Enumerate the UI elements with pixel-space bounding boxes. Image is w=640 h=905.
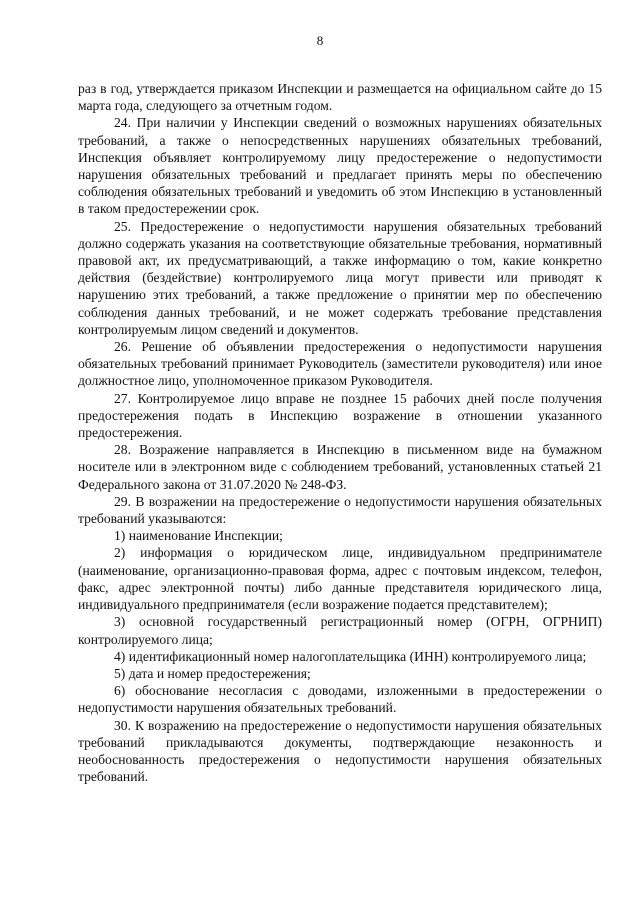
paragraph-30: 30. К возражению на предостережение о недопустимости нарушения обязательных требований прикладываются документы, подтверждающие незаконность и необоснованность предостережения о недопустимости нарушения обязательных требований. xyxy=(78,717,602,785)
paragraph-28: 28. Возражение направляется в Инспекцию в письменном виде на бумажном носителе или в электронном виде с соблюдением требований, установленных статьей 21 Федерального закона от 31.07.2020 № 248-ФЗ. xyxy=(78,442,602,492)
list-item-1: 1) наименование Инспекции; xyxy=(114,528,283,544)
document-body xyxy=(78,80,602,785)
paragraph-24: 24. При наличии у Инспекции сведений о возможных нарушениях обязательных требований, а также о непосредственных нарушениях обязательных требований, Инспекция объявляет контролируемому лицу предостережение о недопустимости нарушения обязательных требований и предлагает принять меры по обеспечению соблюдения обязательных требований и уведомить об этом Инспекцию в установленный в таком предостережении срок. xyxy=(78,115,602,217)
paragraph-25: 25. Предостережение о недопустимости нарушения обязательных требований должно содержать указания на соответствующие обязательные требования, нормативный правовой акт, их предусматривающий, а также информацию о том, какие конкретно действия (бездействие) контролируемого лица могут привести или приводят к нарушению этих требований, а также предложение о принятии мер по обеспечению соблюдения данных требований, и не может содержать требование представления контролируемым лицом сведений и документов. xyxy=(78,218,602,337)
paragraph-27: 27. Контролируемое лицо вправе не позднее 15 рабочих дней после получения предостережения подать в Инспекцию возражение в отношении указанного предостережения. xyxy=(78,390,602,441)
list-item-3: 3) основной государственный регистрационный номер (ОГРН, ОГРНИП) контролируемого лица; xyxy=(78,614,602,647)
paragraph-26: 26. Решение об объявлении предостережения о недопустимости нарушения обязательных требований принимает Руководитель (заместители руководителя) или иное должностное лицо, уполномоченное приказом Руководителя. xyxy=(78,339,602,389)
list-item-2: 2) информация о юридическом лице, индивидуальном предпринимателе (наименование, организационно-правовая форма, адрес с почтовым индексом, телефон, факс, адрес электронной почты) либо данные представителя юридического лица, индивидуального предпринимателя (если возражение подается представителем); xyxy=(78,545,602,613)
paragraph-29: 29. В возражении на предостережение о недопустимости нарушения обязательных требований указываются: xyxy=(78,493,602,527)
page-number: 8 xyxy=(316,33,324,48)
list-item-6: 6) обоснование несогласия с доводами, изложенными в предостережении о недопустимости нарушения обязательных требований. xyxy=(78,683,602,716)
list-item-5: 5) дата и номер предостережения; xyxy=(114,665,311,681)
list-item-4: 4) идентификационный номер налогоплательщика (ИНН) контролируемого лица; xyxy=(114,648,587,664)
paragraph-continuation: раз в год, утверждается приказом Инспекции и размещается на официальном сайте до 15 марта года, следующего за отчетным годом. xyxy=(78,81,602,114)
